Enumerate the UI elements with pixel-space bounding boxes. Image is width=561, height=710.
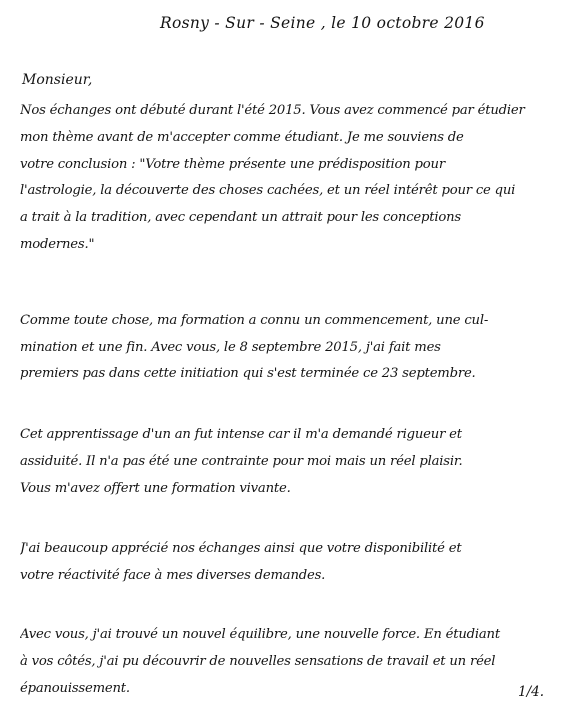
- paragraph-3: [20, 422, 545, 502]
- paragraph-2: [20, 308, 545, 388]
- text-line: l'astrologie, la découverte des choses cachées, et un réel intérêt pour ce qui: [20, 183, 516, 199]
- text-line: votre réactivité face à mes diverses demandes.: [20, 567, 326, 583]
- text-line: Vous m'avez offert une formation vivante.: [20, 480, 291, 496]
- text-line: Avec vous, j'ai trouvé un nouvel équilibre, une nouvelle force. En étudiant: [20, 627, 500, 642]
- paragraph-4: [20, 536, 545, 589]
- date-line: Rosny - Sur - Seine , le 10 octobre 2016: [160, 14, 485, 32]
- page-number: 1/4.: [518, 684, 545, 700]
- text-line: votre conclusion : "Votre thème présente une prédisposition pour: [20, 156, 445, 172]
- text-line: premiers pas dans cette initiation qui s'est terminée ce 23 septembre.: [20, 366, 476, 381]
- text-line: J'ai beaucoup apprécié nos échanges ainsi que votre disponibilité et: [20, 541, 462, 556]
- paragraph-5: [20, 622, 545, 702]
- text-line: Comme toute chose, ma formation a connu un commencement, une cul-: [20, 313, 489, 328]
- text-line: à vos côtés, j'ai pu découvrir de nouvelles sensations de travail et un réel: [20, 653, 496, 669]
- text-line: modernes.": [20, 236, 95, 252]
- paragraph-1: [20, 98, 545, 259]
- text-line: Nos échanges ont débuté durant l'été 2015. Vous avez commencé par étudier: [20, 103, 525, 118]
- text-line: mon thème avant de m'accepter comme étudiant. Je me souviens de: [20, 129, 464, 145]
- salutation: Monsieur,: [22, 72, 93, 88]
- text-line: mination et une fin. Avec vous, le 8 septembre 2015, j'ai fait mes: [20, 339, 441, 355]
- text-line: Cet apprentissage d'un an fut intense car il m'a demandé rigueur et: [20, 427, 462, 442]
- text-line: épanouissement.: [20, 680, 130, 696]
- text-line: assiduité. Il n'a pas été une contrainte pour moi mais un réel plaisir.: [20, 453, 463, 469]
- text-line: a trait à la tradition, avec cependant un attrait pour les conceptions: [20, 210, 461, 226]
